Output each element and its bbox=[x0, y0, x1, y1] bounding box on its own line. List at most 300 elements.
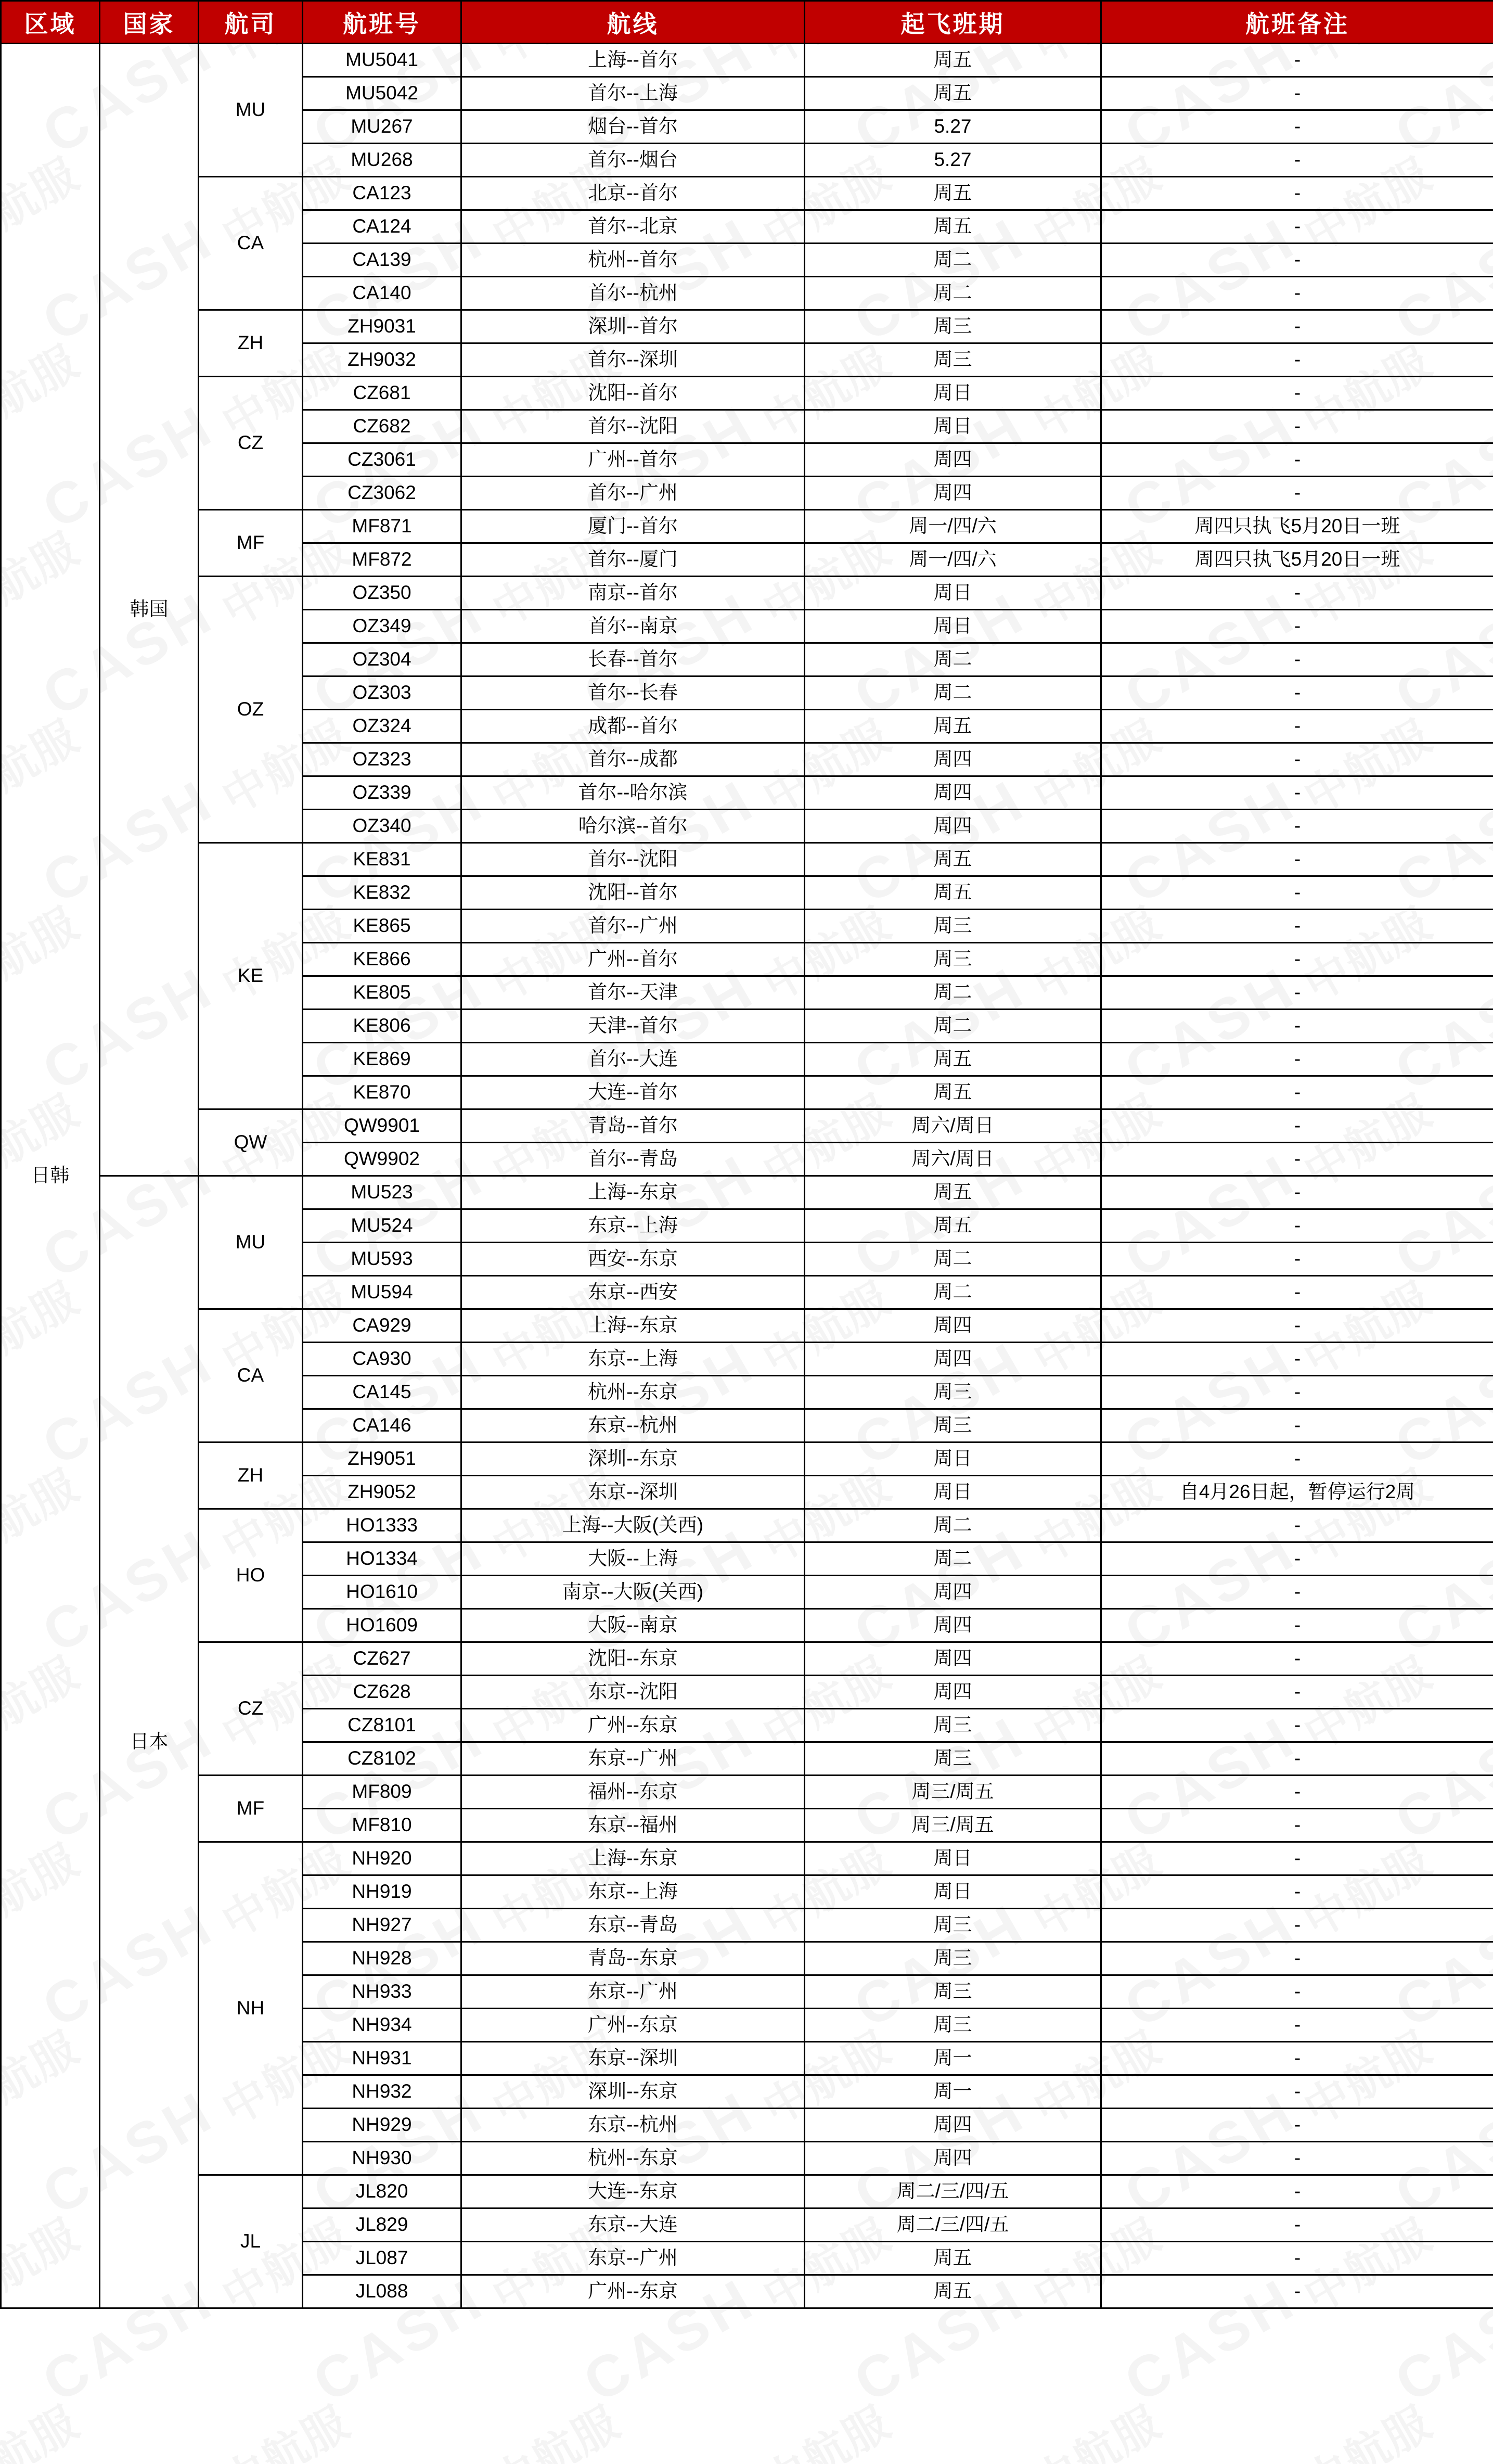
flight-number-cell: OZ304 bbox=[303, 643, 461, 676]
route-cell: 杭州--首尔 bbox=[461, 244, 805, 277]
schedule-cell: 周五 bbox=[805, 210, 1101, 244]
schedule-cell: 周三 bbox=[805, 1975, 1101, 2009]
route-cell: 首尔--厦门 bbox=[461, 543, 805, 577]
schedule-cell: 周四 bbox=[805, 1576, 1101, 1609]
route-cell: 大连--首尔 bbox=[461, 1076, 805, 1109]
route-cell: 广州--东京 bbox=[461, 2009, 805, 2042]
flight-number-cell: JL087 bbox=[303, 2242, 461, 2275]
flight-number-cell: KE831 bbox=[303, 843, 461, 876]
route-cell: 南京--首尔 bbox=[461, 577, 805, 610]
route-cell: 广州--东京 bbox=[461, 1709, 805, 1742]
flight-number-cell: MF872 bbox=[303, 543, 461, 577]
schedule-cell: 周日 bbox=[805, 377, 1101, 410]
watermark-text-en bbox=[572, 2452, 767, 2464]
schedule-cell: 周三/周五 bbox=[805, 1776, 1101, 1809]
airline-cell: MF bbox=[199, 510, 303, 577]
flight-number-cell: CZ681 bbox=[303, 377, 461, 410]
remark-cell: - bbox=[1101, 1909, 1493, 1942]
remark-cell: - bbox=[1101, 1076, 1493, 1109]
remark-cell: - bbox=[1101, 77, 1493, 110]
remark-cell: - bbox=[1101, 377, 1493, 410]
flight-number-cell: KE870 bbox=[303, 1076, 461, 1109]
schedule-cell: 周日 bbox=[805, 1476, 1101, 1509]
remark-cell: - bbox=[1101, 2075, 1493, 2109]
table-row bbox=[1, 177, 1493, 210]
remark-cell: - bbox=[1101, 2142, 1493, 2175]
flight-number-cell: CA123 bbox=[303, 177, 461, 210]
remark-cell: - bbox=[1101, 810, 1493, 843]
flight-number-cell: QW9902 bbox=[303, 1143, 461, 1176]
route-cell: 上海--大阪(关西) bbox=[461, 1509, 805, 1542]
flight-number-cell: NH920 bbox=[303, 1842, 461, 1875]
flight-number-cell: HO1334 bbox=[303, 1542, 461, 1576]
schedule-cell: 周三/周五 bbox=[805, 1809, 1101, 1842]
remark-cell: - bbox=[1101, 44, 1493, 77]
airline-cell: OZ bbox=[199, 577, 303, 843]
remark-cell: 周四只执飞5月20日一班 bbox=[1101, 510, 1493, 543]
schedule-cell: 周二 bbox=[805, 1243, 1101, 1276]
airline-cell: MF bbox=[199, 1776, 303, 1842]
table-row bbox=[1, 510, 1493, 543]
schedule-cell: 周一 bbox=[805, 2075, 1101, 2109]
flight-number-cell: KE866 bbox=[303, 943, 461, 976]
remark-cell: - bbox=[1101, 643, 1493, 676]
remark-cell: - bbox=[1101, 1975, 1493, 2009]
schedule-cell: 周日 bbox=[805, 577, 1101, 610]
remark-cell: - bbox=[1101, 2009, 1493, 2042]
route-cell: 首尔--杭州 bbox=[461, 277, 805, 310]
flight-number-cell: JL820 bbox=[303, 2175, 461, 2208]
route-cell: 首尔--南京 bbox=[461, 610, 805, 643]
table-row bbox=[1, 843, 1493, 876]
airline-cell: QW bbox=[199, 1109, 303, 1176]
remark-cell: - bbox=[1101, 2242, 1493, 2275]
route-cell: 东京--西安 bbox=[461, 1276, 805, 1309]
schedule-cell: 周四 bbox=[805, 810, 1101, 843]
flight-number-cell: OZ340 bbox=[303, 810, 461, 843]
schedule-cell: 周三 bbox=[805, 343, 1101, 377]
route-cell: 上海--首尔 bbox=[461, 44, 805, 77]
table-header bbox=[1, 1, 1493, 44]
schedule-cell: 周四 bbox=[805, 2109, 1101, 2142]
flight-number-cell: OZ350 bbox=[303, 577, 461, 610]
airline-cell: CA bbox=[199, 177, 303, 310]
flight-number-cell: CA124 bbox=[303, 210, 461, 244]
flight-number-cell: NH929 bbox=[303, 2109, 461, 2142]
schedule-cell: 周三 bbox=[805, 1742, 1101, 1776]
route-cell: 东京--杭州 bbox=[461, 1409, 805, 1442]
region-cell: 日韩 bbox=[1, 44, 100, 2308]
remark-cell: - bbox=[1101, 477, 1493, 510]
flight-number-cell: MF810 bbox=[303, 1809, 461, 1842]
country-cell: 日本 bbox=[100, 1176, 199, 2308]
schedule-cell: 周五 bbox=[805, 1209, 1101, 1243]
schedule-cell: 周三 bbox=[805, 2009, 1101, 2042]
schedule-cell: 周三 bbox=[805, 1942, 1101, 1975]
route-cell: 首尔--长春 bbox=[461, 676, 805, 710]
route-cell: 首尔--沈阳 bbox=[461, 843, 805, 876]
schedule-cell: 周二/三/四/五 bbox=[805, 2175, 1101, 2208]
schedule-cell: 周一/四/六 bbox=[805, 543, 1101, 577]
flight-number-cell: MU593 bbox=[303, 1243, 461, 1276]
route-cell: 西安--东京 bbox=[461, 1243, 805, 1276]
flight-number-cell: OZ349 bbox=[303, 610, 461, 643]
schedule-cell: 周三 bbox=[805, 943, 1101, 976]
flight-number-cell: HO1610 bbox=[303, 1576, 461, 1609]
remark-cell: - bbox=[1101, 910, 1493, 943]
schedule-cell: 周二 bbox=[805, 1509, 1101, 1542]
schedule-cell: 周五 bbox=[805, 2242, 1101, 2275]
column-header-flightno: 航班号 bbox=[303, 1, 461, 44]
table-row bbox=[1, 1642, 1493, 1676]
remark-cell: - bbox=[1101, 1243, 1493, 1276]
schedule-cell: 周四 bbox=[805, 776, 1101, 810]
route-cell: 广州--首尔 bbox=[461, 943, 805, 976]
remark-cell: - bbox=[1101, 1309, 1493, 1343]
flight-number-cell: CA145 bbox=[303, 1376, 461, 1409]
schedule-cell: 周四 bbox=[805, 1309, 1101, 1343]
watermark-text-en bbox=[843, 2452, 1037, 2464]
schedule-cell: 周二 bbox=[805, 976, 1101, 1010]
column-header-region: 区域 bbox=[1, 1, 100, 44]
remark-cell: - bbox=[1101, 244, 1493, 277]
remark-cell: - bbox=[1101, 410, 1493, 443]
airline-cell: JL bbox=[199, 2175, 303, 2308]
route-cell: 杭州--东京 bbox=[461, 1376, 805, 1409]
route-cell: 大阪--南京 bbox=[461, 1609, 805, 1642]
schedule-cell: 周四 bbox=[805, 743, 1101, 776]
flight-number-cell: KE806 bbox=[303, 1010, 461, 1043]
remark-cell: - bbox=[1101, 1209, 1493, 1243]
remark-cell: - bbox=[1101, 676, 1493, 710]
route-cell: 首尔--上海 bbox=[461, 77, 805, 110]
route-cell: 首尔--烟台 bbox=[461, 144, 805, 177]
schedule-cell: 周二/三/四/五 bbox=[805, 2208, 1101, 2242]
remark-cell: - bbox=[1101, 1376, 1493, 1409]
route-cell: 深圳--东京 bbox=[461, 2075, 805, 2109]
route-cell: 东京--上海 bbox=[461, 1343, 805, 1376]
flight-number-cell: MU268 bbox=[303, 144, 461, 177]
flight-number-cell: ZH9031 bbox=[303, 310, 461, 343]
schedule-cell: 周日 bbox=[805, 610, 1101, 643]
flight-number-cell: MU5042 bbox=[303, 77, 461, 110]
remark-cell: - bbox=[1101, 843, 1493, 876]
route-cell: 沈阳--首尔 bbox=[461, 876, 805, 910]
route-cell: 首尔--成都 bbox=[461, 743, 805, 776]
flight-number-cell: MU524 bbox=[303, 1209, 461, 1243]
airline-cell: HO bbox=[199, 1509, 303, 1642]
schedule-cell: 周三 bbox=[805, 1376, 1101, 1409]
remark-cell: - bbox=[1101, 110, 1493, 144]
airline-cell: ZH bbox=[199, 310, 303, 377]
remark-cell: - bbox=[1101, 1609, 1493, 1642]
route-cell: 成都--首尔 bbox=[461, 710, 805, 743]
route-cell: 东京--上海 bbox=[461, 1875, 805, 1909]
country-cell: 韩国 bbox=[100, 44, 199, 1176]
watermark-text-cn bbox=[0, 2388, 89, 2464]
remark-cell: - bbox=[1101, 1676, 1493, 1709]
table-row bbox=[1, 1309, 1493, 1343]
schedule-cell: 周三 bbox=[805, 1409, 1101, 1442]
schedule-cell: 周二 bbox=[805, 244, 1101, 277]
route-cell: 深圳--首尔 bbox=[461, 310, 805, 343]
remark-cell: - bbox=[1101, 2208, 1493, 2242]
schedule-cell: 5.27 bbox=[805, 110, 1101, 144]
route-cell: 哈尔滨--首尔 bbox=[461, 810, 805, 843]
remark-cell: 自4月26日起，暂停运行2周 bbox=[1101, 1476, 1493, 1509]
table-header-row bbox=[1, 1, 1493, 44]
schedule-cell: 周五 bbox=[805, 44, 1101, 77]
watermark-text-cn bbox=[1290, 2388, 1441, 2464]
flight-number-cell: CZ3062 bbox=[303, 477, 461, 510]
table-row bbox=[1, 1509, 1493, 1542]
route-cell: 深圳--东京 bbox=[461, 1442, 805, 1476]
route-cell: 东京--深圳 bbox=[461, 2042, 805, 2075]
flight-number-cell: NH928 bbox=[303, 1942, 461, 1975]
flight-number-cell: MU267 bbox=[303, 110, 461, 144]
flight-number-cell: OZ323 bbox=[303, 743, 461, 776]
schedule-cell: 周一/四/六 bbox=[805, 510, 1101, 543]
column-header-schedule: 起飞班期 bbox=[805, 1, 1101, 44]
remark-cell: - bbox=[1101, 1542, 1493, 1576]
watermark-text-en bbox=[31, 2452, 226, 2464]
schedule-cell: 周日 bbox=[805, 410, 1101, 443]
flight-number-cell: CA139 bbox=[303, 244, 461, 277]
route-cell: 东京--深圳 bbox=[461, 1476, 805, 1509]
remark-cell: - bbox=[1101, 1709, 1493, 1742]
flight-number-cell: ZH9052 bbox=[303, 1476, 461, 1509]
schedule-cell: 周四 bbox=[805, 477, 1101, 510]
remark-cell: - bbox=[1101, 610, 1493, 643]
flight-number-cell: KE832 bbox=[303, 876, 461, 910]
flight-number-cell: OZ303 bbox=[303, 676, 461, 710]
remark-cell: - bbox=[1101, 1842, 1493, 1875]
flight-number-cell: NH932 bbox=[303, 2075, 461, 2109]
table-row bbox=[1, 577, 1493, 610]
route-cell: 广州--首尔 bbox=[461, 443, 805, 477]
flight-number-cell: QW9901 bbox=[303, 1109, 461, 1143]
remark-cell: - bbox=[1101, 144, 1493, 177]
flight-number-cell: MF871 bbox=[303, 510, 461, 543]
table-row bbox=[1, 44, 1493, 77]
table-row bbox=[1, 1776, 1493, 1809]
schedule-cell: 周五 bbox=[805, 2275, 1101, 2308]
remark-cell: - bbox=[1101, 710, 1493, 743]
schedule-cell: 周三 bbox=[805, 310, 1101, 343]
route-cell: 东京--大连 bbox=[461, 2208, 805, 2242]
schedule-cell: 周五 bbox=[805, 177, 1101, 210]
flight-number-cell: OZ324 bbox=[303, 710, 461, 743]
remark-cell: - bbox=[1101, 1509, 1493, 1542]
schedule-cell: 周四 bbox=[805, 1609, 1101, 1642]
remark-cell: - bbox=[1101, 943, 1493, 976]
flight-number-cell: MU5041 bbox=[303, 44, 461, 77]
route-cell: 厦门--首尔 bbox=[461, 510, 805, 543]
schedule-cell: 周二 bbox=[805, 1010, 1101, 1043]
table-row bbox=[1, 377, 1493, 410]
route-cell: 青岛--东京 bbox=[461, 1942, 805, 1975]
schedule-cell: 周五 bbox=[805, 77, 1101, 110]
route-cell: 东京--上海 bbox=[461, 1209, 805, 1243]
route-cell: 首尔--深圳 bbox=[461, 343, 805, 377]
remark-cell: - bbox=[1101, 976, 1493, 1010]
flight-number-cell: JL829 bbox=[303, 2208, 461, 2242]
remark-cell: - bbox=[1101, 2275, 1493, 2308]
table-row bbox=[1, 310, 1493, 343]
column-header-remark: 航班备注 bbox=[1101, 1, 1493, 44]
table-row bbox=[1, 1176, 1493, 1209]
route-cell: 首尔--青岛 bbox=[461, 1143, 805, 1176]
table-row bbox=[1, 1109, 1493, 1143]
airline-cell: MU bbox=[199, 1176, 303, 1309]
flight-number-cell: CZ682 bbox=[303, 410, 461, 443]
remark-cell: - bbox=[1101, 1409, 1493, 1442]
column-header-route: 航线 bbox=[461, 1, 805, 44]
schedule-cell: 周四 bbox=[805, 2142, 1101, 2175]
route-cell: 大连--东京 bbox=[461, 2175, 805, 2208]
flight-number-cell: OZ339 bbox=[303, 776, 461, 810]
watermark-text-cn bbox=[1020, 2388, 1171, 2464]
route-cell: 烟台--首尔 bbox=[461, 110, 805, 144]
flight-number-cell: NH931 bbox=[303, 2042, 461, 2075]
schedule-cell: 周日 bbox=[805, 1442, 1101, 1476]
route-cell: 首尔--哈尔滨 bbox=[461, 776, 805, 810]
route-cell: 大阪--上海 bbox=[461, 1542, 805, 1576]
schedule-cell: 周二 bbox=[805, 277, 1101, 310]
watermark-text-en bbox=[302, 2452, 496, 2464]
watermark-text-en bbox=[1113, 2452, 1308, 2464]
schedule-cell: 周四 bbox=[805, 1676, 1101, 1709]
route-cell: 首尔--广州 bbox=[461, 910, 805, 943]
remark-cell: - bbox=[1101, 1010, 1493, 1043]
schedule-cell: 周一 bbox=[805, 2042, 1101, 2075]
remark-cell: - bbox=[1101, 1442, 1493, 1476]
remark-cell: - bbox=[1101, 1276, 1493, 1309]
flight-number-cell: CZ628 bbox=[303, 1676, 461, 1709]
schedule-cell: 周五 bbox=[805, 876, 1101, 910]
flight-number-cell: MU523 bbox=[303, 1176, 461, 1209]
remark-cell: - bbox=[1101, 1809, 1493, 1842]
route-cell: 东京--广州 bbox=[461, 1975, 805, 2009]
remark-cell: - bbox=[1101, 1776, 1493, 1809]
route-cell: 首尔--北京 bbox=[461, 210, 805, 244]
route-cell: 东京--广州 bbox=[461, 2242, 805, 2275]
remark-cell: 周四只执飞5月20日一班 bbox=[1101, 543, 1493, 577]
table-row bbox=[1, 2175, 1493, 2208]
remark-cell: - bbox=[1101, 2042, 1493, 2075]
watermark-text-cn bbox=[749, 2388, 900, 2464]
airline-cell: CA bbox=[199, 1309, 303, 1442]
schedule-cell: 周二 bbox=[805, 643, 1101, 676]
flight-number-cell: CZ627 bbox=[303, 1642, 461, 1676]
remark-cell: - bbox=[1101, 1109, 1493, 1143]
remark-cell: - bbox=[1101, 743, 1493, 776]
flight-number-cell: JL088 bbox=[303, 2275, 461, 2308]
flight-number-cell: ZH9032 bbox=[303, 343, 461, 377]
remark-cell: - bbox=[1101, 1043, 1493, 1076]
column-header-airline: 航司 bbox=[199, 1, 303, 44]
flight-number-cell: KE869 bbox=[303, 1043, 461, 1076]
column-header-country: 国家 bbox=[100, 1, 199, 44]
route-cell: 南京--大阪(关西) bbox=[461, 1576, 805, 1609]
route-cell: 北京--首尔 bbox=[461, 177, 805, 210]
remark-cell: - bbox=[1101, 1343, 1493, 1376]
route-cell: 东京--沈阳 bbox=[461, 1676, 805, 1709]
remark-cell: - bbox=[1101, 1875, 1493, 1909]
flight-number-cell: CZ8101 bbox=[303, 1709, 461, 1742]
flight-number-cell: HO1333 bbox=[303, 1509, 461, 1542]
schedule-cell: 周五 bbox=[805, 1176, 1101, 1209]
table-body bbox=[1, 44, 1493, 2308]
watermark-text-cn bbox=[479, 2388, 630, 2464]
flight-number-cell: NH927 bbox=[303, 1909, 461, 1942]
flight-number-cell: NH919 bbox=[303, 1875, 461, 1909]
remark-cell: - bbox=[1101, 210, 1493, 244]
airline-cell: NH bbox=[199, 1842, 303, 2175]
flight-number-cell: MU594 bbox=[303, 1276, 461, 1309]
schedule-cell: 周四 bbox=[805, 1642, 1101, 1676]
schedule-cell: 周三 bbox=[805, 1709, 1101, 1742]
route-cell: 沈阳--首尔 bbox=[461, 377, 805, 410]
route-cell: 首尔--天津 bbox=[461, 976, 805, 1010]
schedule-cell: 周日 bbox=[805, 1875, 1101, 1909]
remark-cell: - bbox=[1101, 1176, 1493, 1209]
flight-number-cell: KE805 bbox=[303, 976, 461, 1010]
remark-cell: - bbox=[1101, 310, 1493, 343]
remark-cell: - bbox=[1101, 277, 1493, 310]
airline-cell: MU bbox=[199, 44, 303, 177]
route-cell: 上海--东京 bbox=[461, 1309, 805, 1343]
remark-cell: - bbox=[1101, 876, 1493, 910]
flight-number-cell: ZH9051 bbox=[303, 1442, 461, 1476]
route-cell: 天津--首尔 bbox=[461, 1010, 805, 1043]
route-cell: 首尔--广州 bbox=[461, 477, 805, 510]
route-cell: 沈阳--东京 bbox=[461, 1642, 805, 1676]
schedule-cell: 5.27 bbox=[805, 144, 1101, 177]
schedule-cell: 周二 bbox=[805, 1542, 1101, 1576]
flight-number-cell: CA146 bbox=[303, 1409, 461, 1442]
table-row bbox=[1, 1842, 1493, 1875]
schedule-cell: 周六/周日 bbox=[805, 1109, 1101, 1143]
flight-number-cell: CA140 bbox=[303, 277, 461, 310]
route-cell: 东京--广州 bbox=[461, 1742, 805, 1776]
remark-cell: - bbox=[1101, 2109, 1493, 2142]
remark-cell: - bbox=[1101, 577, 1493, 610]
flight-number-cell: MF809 bbox=[303, 1776, 461, 1809]
flight-number-cell: NH933 bbox=[303, 1975, 461, 2009]
remark-cell: - bbox=[1101, 443, 1493, 477]
route-cell: 杭州--东京 bbox=[461, 2142, 805, 2175]
remark-cell: - bbox=[1101, 1742, 1493, 1776]
schedule-cell: 周四 bbox=[805, 443, 1101, 477]
route-cell: 长春--首尔 bbox=[461, 643, 805, 676]
flight-number-cell: CA930 bbox=[303, 1343, 461, 1376]
watermark-text-cn bbox=[208, 2388, 359, 2464]
schedule-cell: 周三 bbox=[805, 910, 1101, 943]
remark-cell: - bbox=[1101, 776, 1493, 810]
schedule-cell: 周五 bbox=[805, 710, 1101, 743]
flight-number-cell: CZ3061 bbox=[303, 443, 461, 477]
route-cell: 东京--杭州 bbox=[461, 2109, 805, 2142]
remark-cell: - bbox=[1101, 343, 1493, 377]
schedule-cell: 周五 bbox=[805, 1043, 1101, 1076]
remark-cell: - bbox=[1101, 1942, 1493, 1975]
remark-cell: - bbox=[1101, 2175, 1493, 2208]
route-cell: 青岛--首尔 bbox=[461, 1109, 805, 1143]
schedule-cell: 周二 bbox=[805, 676, 1101, 710]
remark-cell: - bbox=[1101, 177, 1493, 210]
schedule-cell: 周五 bbox=[805, 843, 1101, 876]
